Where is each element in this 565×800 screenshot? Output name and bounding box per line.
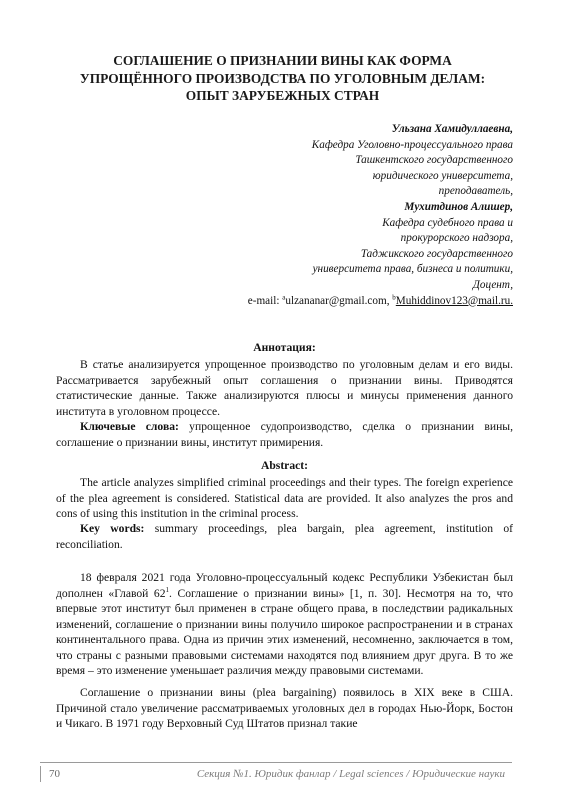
author1-affiliation-line: Ташкентского государственного bbox=[355, 154, 513, 167]
abstract-heading: Abstract: bbox=[260, 459, 308, 472]
abstract-keywords bbox=[56, 521, 513, 552]
author2-affiliation-line: университета права, бизнеса и политики, bbox=[312, 263, 513, 276]
paper-title: СОГЛАШЕНИЕ О ПРИЗНАНИИ ВИНЫ КАК ФОРМА УПРОЩЁННОГО ПРОИЗВОДСТВА ПО УГОЛОВНЫМ ДЕЛАМ: ОПЫТ ЗАРУБЕЖНЫХ СТРАН bbox=[79, 53, 486, 103]
author1-affiliation-line: преподаватель, bbox=[438, 185, 513, 198]
body-p2: Соглашение о признании вины (plea bargaining) появилось в XIX веке в США. Причиной стало увеличение рассматриваемых уголовных дел в городах Нью-Йорк, Бостон и Чикаго. В 1971 году Верховный Суд Штатов признал такие bbox=[56, 686, 513, 730]
author-block bbox=[153, 122, 513, 309]
author1-affiliation-line: юридического университета, bbox=[372, 169, 513, 182]
email-line bbox=[153, 294, 513, 310]
author1-affiliation-line: Кафедра Уголовно-процессуального права bbox=[311, 138, 513, 151]
annotation-text bbox=[56, 357, 513, 419]
keywords-ru: упрощенное судопроизводство, сделка о признании вины, соглашение о признании вины, институт примирения. bbox=[56, 420, 513, 449]
author2-affiliation-line: Кафедра судебного права и bbox=[382, 216, 513, 229]
author2-name: Мухитдинов Алишер, bbox=[404, 200, 513, 213]
body-paragraph-2 bbox=[56, 685, 513, 732]
author2-affiliation-line: прокурорского надзора, bbox=[400, 232, 513, 245]
author1-name: Ульзана Хамидуллаевна, bbox=[391, 123, 513, 135]
keywords-label-ru: Ключевые слова: bbox=[80, 420, 179, 433]
email-sup-b: b bbox=[392, 292, 396, 301]
author2-affiliation-line: Таджикского государственного bbox=[360, 247, 513, 260]
email-sup-a: a bbox=[282, 292, 286, 301]
footer-section-label: Секция №1. Юридик фанлар / Legal sciences / Юридические науки bbox=[196, 768, 505, 780]
body-p1-start: 18 февраля 2021 года Уголовно-процессуальный кодекс Республики Узбекистан был дополнен «Главой 62 bbox=[56, 571, 513, 600]
author2-affiliation-line: Доцент, bbox=[472, 278, 513, 291]
body-p1-sup: 1 bbox=[165, 585, 170, 594]
keywords-en: summary proceedings, plea bargain, plea agreement, institution of reconciliation. bbox=[56, 522, 513, 551]
page-number: 70 bbox=[40, 766, 60, 782]
keywords-label-en: Key words: bbox=[80, 522, 145, 535]
footer-divider bbox=[40, 762, 512, 763]
body-p1-end: . Соглашение о признании вины» [1, п. 30]. Несмотря на то, что впервые этот институт был применен в стране общего права, в последствии радикальных изменений, соглашение о признании вины получило широкое распространении и в странах континентального права. Одна из причин этих изменений, несомненно, заключается в том, что страны с разными правовыми системами находятся под влиянием друг друга. В то же время – это изменение уменьшает различия между правовыми системами. bbox=[56, 586, 513, 677]
annotation-heading: Аннотация: bbox=[253, 341, 316, 354]
email-prefix: e-mail: bbox=[247, 294, 283, 307]
email-link-b[interactable]: Muhiddinov123@mail.ru. bbox=[395, 294, 513, 307]
abstract-text bbox=[56, 475, 513, 522]
abstract-body: The article analyzes simplified criminal proceedings and their types. The foreign experience of the plea agreement is considered. Statistical data are provided. It also analyzes the pros and cons of using this institution in the criminal process. bbox=[56, 476, 513, 520]
body-paragraph-1 bbox=[56, 570, 513, 679]
email-link-a[interactable]: ulzananar@gmail.com, bbox=[285, 294, 393, 307]
annotation-keywords bbox=[56, 419, 513, 450]
annotation-body: В статье анализируется упрощенное производство по уголовным делам и его виды. Рассматривается зарубежный опыт соглашения о признании вины. Приводятся статистические данные. Также анализируются плюсы и минусы применения данного института в уголовном процессе. bbox=[56, 358, 513, 418]
